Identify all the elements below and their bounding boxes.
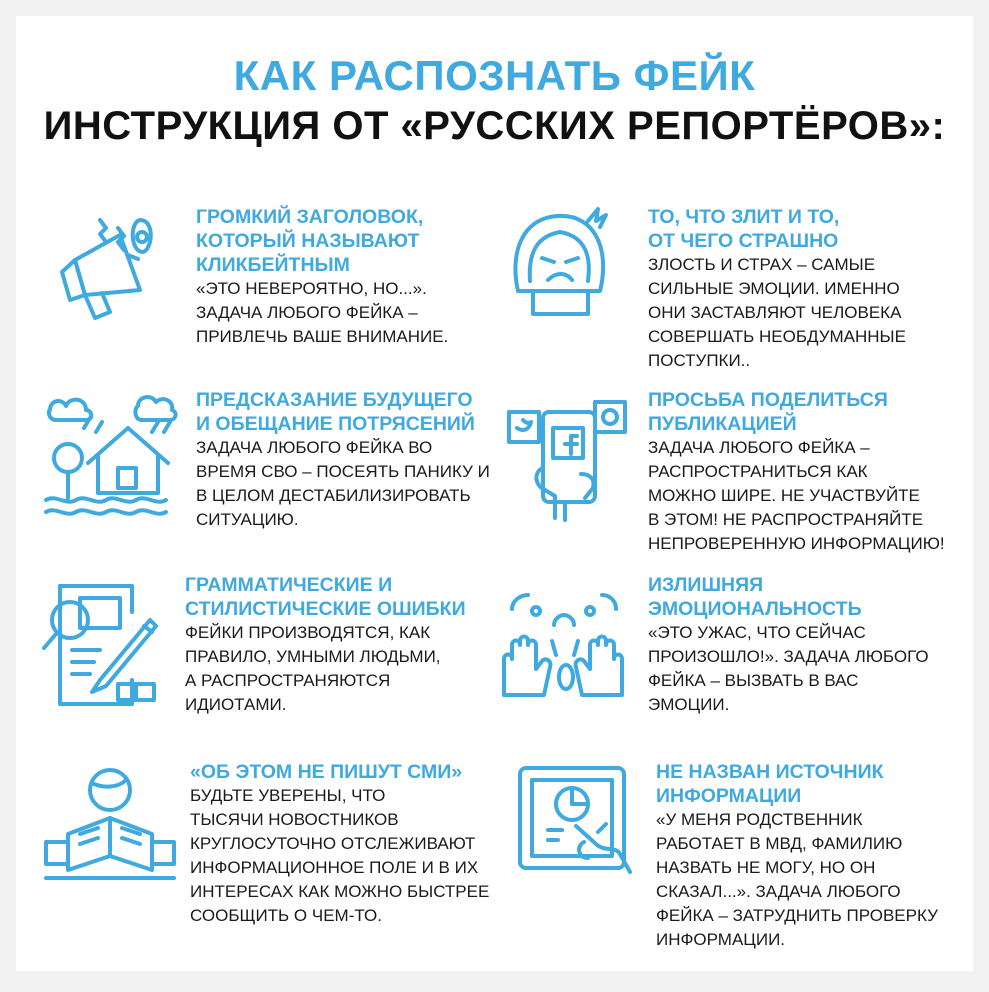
- phone-social-icon: [505, 398, 635, 528]
- item-heading: ТО, ЧТО ЗЛИТ И ТО, ОТ ЧЕГО СТРАШНО: [648, 206, 840, 252]
- item-emotionality: [648, 573, 929, 717]
- item-heading: ПРОСЬБА ПОДЕЛИТЬСЯ ПУБЛИКАЦИЕЙ: [648, 389, 888, 435]
- item-no-source: [656, 760, 938, 952]
- item-heading: «ОБ ЭТОМ НЕ ПИШУТ СМИ»: [190, 761, 463, 783]
- item-text: БУДЬТЕ УВЕРЕНЫ, ЧТО ТЫСЯЧИ НОВОСТНИКОВ КРУГЛОСУТОЧНО ОТСЛЕЖИВАЮТ ИНФОРМАЦИОННОЕ ПОЛЕ И В ИХ ИНТЕРЕСАХ КАК МОЖНО БЫСТРЕЕ СООБЩИТЬ О ЧЕМ-ТО.: [190, 786, 490, 925]
- reading-man-icon: [40, 764, 180, 884]
- item-clickbait: [196, 205, 448, 349]
- shocked-face-hands-icon: [498, 585, 628, 710]
- angry-girl-icon: [498, 196, 628, 326]
- page-title: КАК РАСПОЗНАТЬ ФЕЙК: [233, 52, 756, 99]
- item-media-silence: [190, 760, 489, 928]
- item-predictions: [196, 388, 490, 532]
- tablet-chart-icon: [512, 760, 642, 885]
- flooded-house-icon: [38, 388, 188, 523]
- item-grammar-errors: [185, 573, 466, 717]
- item-heading: ИЗЛИШНЯЯ ЭМОЦИОНАЛЬНОСТЬ: [648, 574, 862, 620]
- item-text: «ЭТО УЖАС, ЧТО СЕЙЧАС ПРОИЗОШЛО!». ЗАДАЧА ЛЮБОГО ФЕЙКА – ВЫЗВАТЬ В ВАС ЭМОЦИИ.: [648, 623, 929, 714]
- page-subtitle: ИНСТРУКЦИЯ ОТ «РУССКИХ РЕПОРТЁРОВ»:: [43, 104, 946, 148]
- item-text: ЗАДАЧА ЛЮБОГО ФЕЙКА – РАСПРОСТРАНИТЬСЯ КАК МОЖНО ШИРЕ. НЕ УЧАСТВУЙТЕ В ЭТОМ! НЕ РАСПРОСТРАНЯЙТЕ НЕПРОВЕРЕННУЮ ИНФОРМАЦИЮ!: [648, 438, 945, 553]
- item-heading: ГРАММАТИЧЕСКИЕ И СТИЛИСТИЧЕСКИЕ ОШИБКИ: [185, 574, 466, 620]
- megaphone-icon: [40, 200, 190, 330]
- item-text: ЗАДАЧА ЛЮБОГО ФЕЙКА ВО ВРЕМЯ СВО – ПОСЕЯТЬ ПАНИКУ И В ЦЕЛОМ ДЕСТАБИЛИЗИРОВАТЬ СИТУАЦИЮ.: [196, 438, 490, 529]
- item-text: ФЕЙКИ ПРОИЗВОДЯТСЯ, КАК ПРАВИЛО, УМНЫМИ ЛЮДЬМИ, А РАСПРОСТРАНЯЮТСЯ ИДИОТАМИ.: [185, 623, 441, 714]
- item-text: «У МЕНЯ РОДСТВЕННИК РАБОТАЕТ В МВД, ФАМИЛИЮ НАЗВАТЬ НЕ МОГУ, НО ОН СКАЗАЛ...». ЗАДАЧА ЛЮБОГО ФЕЙКА – ЗАТРУДНИТЬ ПРОВЕРКУ ИНФОРМАЦИИ.: [656, 810, 938, 949]
- item-text: ЗЛОСТЬ И СТРАХ – САМЫЕ СИЛЬНЫЕ ЭМОЦИИ. ИМЕННО ОНИ ЗАСТАВЛЯЮТ ЧЕЛОВЕКА СОВЕРШАТЬ НЕОБДУМАННЫЕ ПОСТУПКИ..: [648, 255, 906, 370]
- document-pencil-icon: [40, 580, 170, 710]
- item-share-request: [648, 388, 945, 556]
- item-heading: НЕ НАЗВАН ИСТОЧНИК ИНФОРМАЦИИ: [656, 761, 884, 807]
- item-heading: ПРЕДСКАЗАНИЕ БУДУЩЕГО И ОБЕЩАНИЕ ПОТРЯСЕНИЙ: [196, 389, 475, 435]
- item-text: «ЭТО НЕВЕРОЯТНО, НО...». ЗАДАЧА ЛЮБОГО ФЕЙКА – ПРИВЛЕЧЬ ВАШЕ ВНИМАНИЕ.: [196, 279, 449, 346]
- item-heading: ГРОМКИЙ ЗАГОЛОВОК, КОТОРЫЙ НАЗЫВАЮТ КЛИКБЕЙТНЫМ: [196, 206, 424, 276]
- item-anger-fear: [648, 205, 906, 373]
